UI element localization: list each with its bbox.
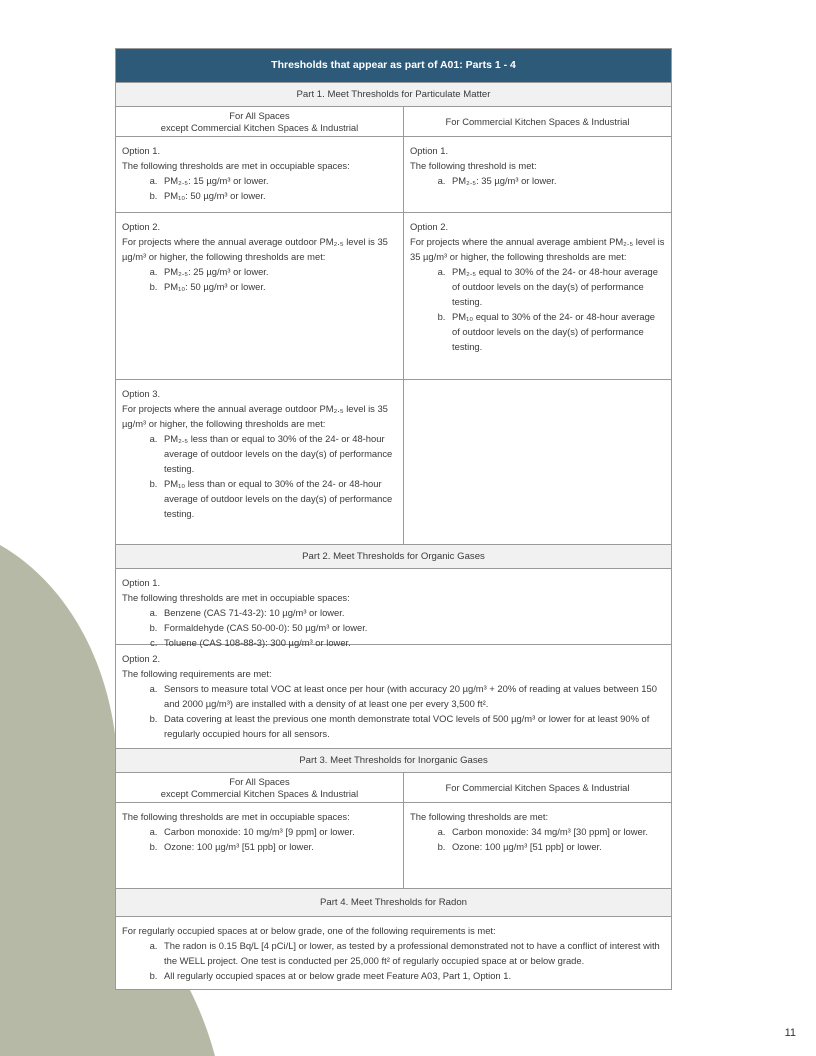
part3-right <box>404 803 671 888</box>
list-item: a. PM₂.₅ less than or equal to 30% of the 24- or 48-hour average of outdoor levels on the day(s) of performance testing. <box>160 431 397 476</box>
option-intro: The following thresholds are met: <box>410 811 549 822</box>
option-intro: For regularly occupied spaces at or below grade, one of the following requirements is met: <box>122 925 496 936</box>
list-item: a. Carbon monoxide: 10 mg/m³ [9 ppm] or lower. <box>160 824 397 839</box>
list-item: b. PM₁₀ less than or equal to 30% of the 24- or 48-hour average of outdoor levels on the day(s) of performance testing. <box>160 476 397 521</box>
col-left-line1: For All Spaces <box>229 775 290 787</box>
part3-heading: Part 3. Meet Thresholds for Inorganic Gases <box>116 749 671 773</box>
list-item: a. PM₂.₅ equal to 30% of the 24- or 48-hour average of outdoor levels on the day(s) of performance testing. <box>448 264 665 309</box>
option-intro: For projects where the annual average ambient PM₂.₅ level is 35 µg/m³ or higher, the following thresholds are met: <box>410 236 665 262</box>
requirement-list <box>122 681 665 741</box>
option-title: Option 1. <box>122 145 161 156</box>
part1-r1-left <box>116 137 404 212</box>
part1-col-left-header <box>116 107 404 136</box>
threshold-list <box>122 431 397 521</box>
requirement-list <box>122 938 665 983</box>
option-title: Option 2. <box>122 653 161 664</box>
list-item: a. PM₂.₅: 25 µg/m³ or lower. <box>160 264 397 279</box>
list-item: c. Toluene (CAS 108-88-3): 300 µg/m³ or lower. <box>160 635 665 650</box>
option-intro: The following requirements are met: <box>122 668 272 679</box>
list-item: a. Benzene (CAS 71-43-2): 10 µg/m³ or lower. <box>160 605 665 620</box>
col-left-line2: except Commercial Kitchen Spaces & Industrial <box>160 121 359 133</box>
option-intro: For projects where the annual average outdoor PM₂.₅ level is 35 µg/m³ or higher, the following thresholds are met: <box>122 236 388 262</box>
threshold-list <box>122 173 397 203</box>
threshold-list <box>410 264 665 354</box>
part2-option1 <box>116 569 671 648</box>
part1-col-right-header: For Commercial Kitchen Spaces & Industrial <box>445 115 630 127</box>
option-title: Option 1. <box>122 577 161 588</box>
part1-r2-left <box>116 213 404 379</box>
threshold-list <box>122 605 665 650</box>
part1-heading: Part 1. Meet Thresholds for Particulate Matter <box>116 83 671 107</box>
list-item: b. PM₁₀: 50 µg/m³ or lower. <box>160 279 397 294</box>
list-item: a. PM₂.₅: 15 µg/m³ or lower. <box>160 173 397 188</box>
option-title: Option 3. <box>122 388 161 399</box>
part3-col-left-header <box>116 773 404 802</box>
part1-column-headers <box>116 107 671 137</box>
part1-r1-right <box>404 137 671 212</box>
part4-body <box>116 917 671 989</box>
col-left-line2: except Commercial Kitchen Spaces & Industrial <box>160 787 359 799</box>
list-item: b. Ozone: 100 µg/m³ [51 ppb] or lower. <box>160 839 397 854</box>
part1-row-option2 <box>116 213 671 380</box>
part1-row-option3 <box>116 380 671 545</box>
threshold-list <box>122 824 397 854</box>
list-item: b. Data covering at least the previous one month demonstrate total VOC levels of 500 µg/m³ or lower for at least 90% of regularly occupied hours for all sensors. <box>160 711 665 741</box>
list-item: a. Sensors to measure total VOC at least once per hour (with accuracy 20 µg/m³ + 20% of reading at values between 150 and 2000 µg/m³) are installed with a density of at least one per every 3,500 ft². <box>160 681 665 711</box>
option-intro: For projects where the annual average outdoor PM₂.₅ level is 35 µg/m³ or higher, the following thresholds are met: <box>122 403 388 429</box>
part1-r3-left <box>116 380 404 544</box>
threshold-list <box>410 173 665 188</box>
table-title: Thresholds that appear as part of A01: Parts 1 - 4 <box>116 49 671 83</box>
option-intro: The following thresholds are met in occupiable spaces: <box>122 592 350 603</box>
part3-column-headers <box>116 773 671 803</box>
part3-left <box>116 803 404 888</box>
list-item: b. PM₁₀: 50 µg/m³ or lower. <box>160 188 397 203</box>
list-item: b. Ozone: 100 µg/m³ [51 ppb] or lower. <box>448 839 665 854</box>
list-item: a. Carbon monoxide: 34 mg/m³ [30 ppm] or lower. <box>448 824 665 839</box>
part3-row <box>116 803 671 889</box>
part2-heading: Part 2. Meet Thresholds for Organic Gases <box>116 545 671 569</box>
threshold-list <box>122 264 397 294</box>
option-intro: The following thresholds are met in occupiable spaces: <box>122 160 350 171</box>
part1-row-option1 <box>116 137 671 213</box>
part2-option2 <box>116 645 671 749</box>
thresholds-table <box>115 48 672 990</box>
list-item: a. PM₂.₅: 35 µg/m³ or lower. <box>448 173 665 188</box>
option-intro: The following thresholds are met in occupiable spaces: <box>122 811 350 822</box>
option-title: Option 1. <box>410 145 449 156</box>
part1-r2-right <box>404 213 671 379</box>
list-item: b. All regularly occupied spaces at or below grade meet Feature A03, Part 1, Option 1. <box>160 968 665 983</box>
page-number: 11 <box>784 1027 796 1039</box>
part1-r3-right-empty <box>404 380 671 544</box>
threshold-list <box>410 824 665 854</box>
list-item: b. PM₁₀ equal to 30% of the 24- or 48-hour average of outdoor levels on the day(s) of performance testing. <box>448 309 665 354</box>
list-item: b. Formaldehyde (CAS 50-00-0): 50 µg/m³ or lower. <box>160 620 665 635</box>
option-title: Option 2. <box>122 221 161 232</box>
option-intro: The following threshold is met: <box>410 160 537 171</box>
part4-heading: Part 4. Meet Thresholds for Radon <box>116 889 671 917</box>
option-title: Option 2. <box>410 221 449 232</box>
part3-col-right-header: For Commercial Kitchen Spaces & Industrial <box>445 781 630 793</box>
col-left-line1: For All Spaces <box>229 109 290 121</box>
list-item: a. The radon is 0.15 Bq/L [4 pCi/L] or lower, as tested by a professional demonstrated not to have a conflict of interest with the WELL project. One test is conducted per 25,000 ft² of regularly occupied space at or below grade. <box>160 938 665 968</box>
